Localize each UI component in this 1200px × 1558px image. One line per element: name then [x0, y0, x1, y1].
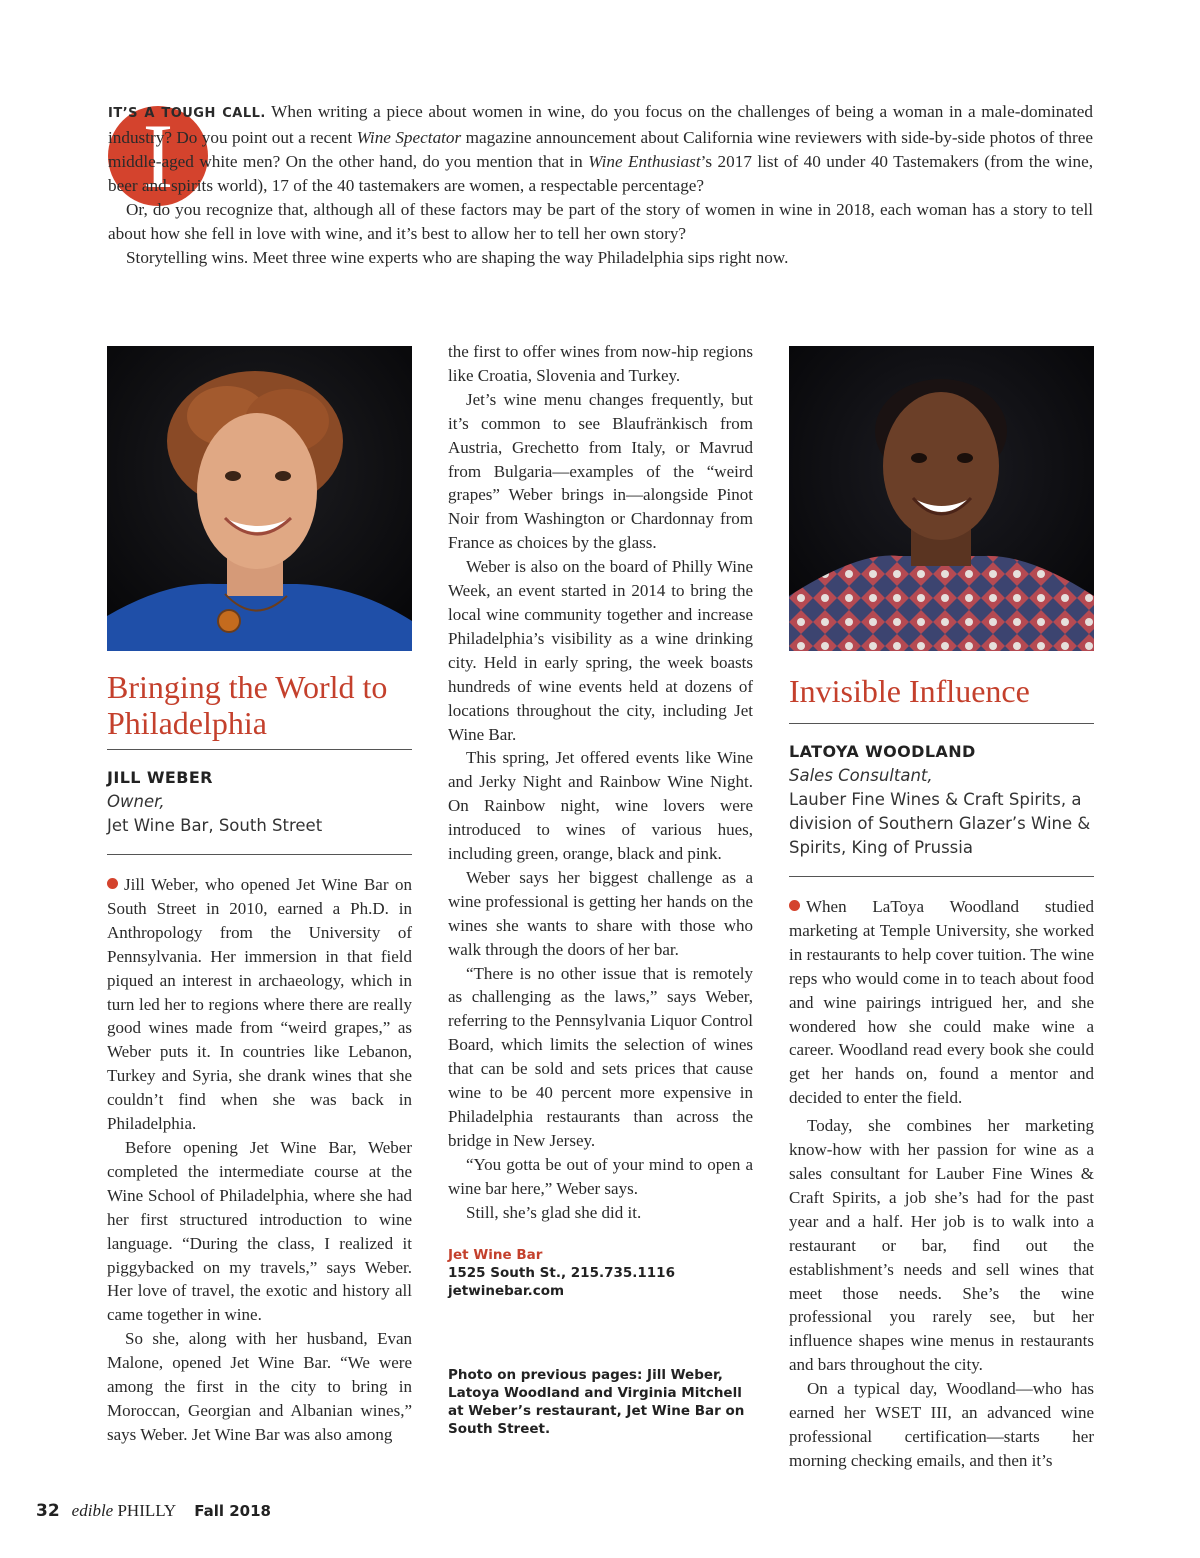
bullet-dot [107, 878, 118, 889]
article-paragraph: Weber is also on the board of Philly Wine Week, an event started in 2014 to bring the local wine community together and increase Philadelphia’s visibility as a wine drinking city. Held in early spring, the week boasts hundreds of wine events held at dozens of locations throughout the city, including Jet Wine Bar. [448, 557, 753, 744]
profile-title-text: Owner, [107, 792, 165, 811]
article-paragraph: “There is no other issue that is remotely as challenging as the laws,” says Weber, referring to the Pennsylvania Liquor Control Board, which limits the selection of wines that can be sold and sets prices that cause wine to be 40 percent more expensive in Philadelphia restaurants than across the bridge in New Jersey. [448, 963, 753, 1150]
intro-text-a: When writing a piece about women in wine, do you focus on the challenges of being a woman in a male-dominated industry? Do you point out a recent [108, 102, 1093, 147]
article-paragraph: “You gotta be out of your mind to open a wine bar here,” Weber says. [448, 1154, 753, 1198]
headline-jill-weber: Bringing the World to Philadelphia [107, 669, 412, 750]
venue-website-link[interactable]: jetwinebar.com [448, 1283, 565, 1299]
profile-name: JILL WEBER [107, 768, 213, 787]
intro-text [108, 100, 1093, 270]
article-paragraph: So she, along with her husband, Evan Malone, opened Jet Wine Bar. “We were among the first in the city to bring in Moroccan, Georgian and Albanian wines,” says Weber. Jet Wine Bar was also among [107, 1329, 412, 1444]
article-paragraph: Still, she’s glad she did it. [466, 1202, 642, 1222]
profile-title [107, 790, 412, 814]
article-paragraph: Jet’s wine menu changes frequently, but it’s common to see Blaufränkisch from Austria, Grechetto from Italy, or Mavrud from Bulgaria—examples of the “weird grapes” Weber brings in—alongside Pinot Noir from Washington or Chardonnay from France as choices by the glass. [448, 389, 753, 553]
portrait-illustration [789, 346, 1094, 651]
page-footer [36, 1501, 271, 1521]
venue-name: Jet Wine Bar [448, 1247, 543, 1263]
headline-latoya-woodland: Invisible Influence [789, 673, 1094, 724]
paragraph-text: Jill Weber, who opened Jet Wine Bar on South Street in 2010, earned a Ph.D. in Anthropology from the University of Pennsylvania. Her immersion in that field piqued an interest in archaeology, which in turn led her to regions where there are really good wines made from “weird grapes,” as Weber puts it. In countries like Lebanon, Turkey and Syria, she drank wines that she couldn’t find when she was back in Philadelphia. [107, 875, 412, 1134]
intro-text-c: ’s 2017 list of 40 under 40 Tastemakers (from the wine, beer and spirits world), 17 of the 40 tastemakers are women, a respectable percentage? [108, 152, 1094, 195]
magazine-name-city: PHILLY [117, 1501, 177, 1520]
venue-address: 1525 South St., 215.735.1116 [448, 1265, 675, 1281]
paragraph-text: When LaToya Woodland studied marketing at Temple University, she worked in restaurants to help cover tuition. The wine reps who would come in to teach about food and wine pairings intrigued her, and she wondered how she could make wine a career. Woodland read every book she could get her hands on, found a mentor and decided to enter the field. [789, 897, 1094, 1108]
bullet-dot [789, 900, 800, 911]
article-paragraph: This spring, Jet offered events like Wine and Jerky Night and Rainbow Wine Night. On Rainbow night, wine lovers were introduced to wines of various hues, including green, orange, black and pink. [448, 748, 753, 864]
intro-magazine-1: Wine Spectator [356, 128, 462, 147]
magazine-name [72, 1501, 177, 1520]
article-paragraph: Today, she combines her marketing know-how with her passion for wine as a sales consultant for Lauber Fine Wines & Craft Spirits, a job she’s had for the past year and a half. Her job is to walk into a restaurant or bar, find out the establishment’s needs and sell wines that meet those needs. She’s the wine professional you rarely see, but her influence shapes wine menus in restaurants and bars throughout the city. [789, 1116, 1094, 1375]
intro-paragraph-2: Or, do you recognize that, although all of these factors may be part of the story of women in wine in 2018, each woman has a story to tell about how she fell in love with wine, and it’s best to allow her to tell her own story? [108, 200, 1093, 243]
intro-paragraph-1 [108, 100, 1093, 198]
profile-business: Jet Wine Bar, South Street [107, 816, 323, 835]
profile-title [789, 764, 1094, 788]
intro-paragraph-3: Storytelling wins. Meet three wine experts who are shaping the way Philadelphia sips right now. [126, 248, 789, 267]
article-paragraph: On a typical day, Woodland—who has earned her WSET III, an advanced wine professional certification—starts her morning checking emails, and then it’s [789, 1379, 1094, 1470]
article-paragraph: the first to offer wines from now-hip regions like Croatia, Slovenia and Turkey. [448, 342, 753, 385]
profile-jill-weber [107, 346, 412, 1447]
profile-latoya-woodland [789, 346, 1094, 1473]
profile-jill-weber-continued [448, 340, 753, 1225]
latoya-woodland-photo [789, 346, 1094, 651]
section-divider [789, 876, 1094, 877]
profile-title-text: Sales Consultant, [789, 766, 933, 785]
jill-weber-photo [107, 346, 412, 651]
intro-text-b: magazine announcement about California wine reviewers with side-by-side photos of three middle-aged white men? On the other hand, do you mention that in [108, 128, 1093, 171]
magazine-name-italic: edible [71, 1501, 114, 1520]
article-paragraph: Weber says her biggest challenge as a wine professional is getting her hands on the wines she wants to share with those who walk through the doors of her bar. [448, 867, 753, 959]
article-paragraph [107, 873, 412, 1136]
venue-info [448, 1246, 675, 1300]
profile-business: Lauber Fine Wines & Craft Spirits, a division of Southern Glazer’s Wine & Spirits, King of Prussia [789, 790, 1091, 857]
article-paragraph: Before opening Jet Wine Bar, Weber completed the intermediate course at the Wine School of Philadelphia, where she had her first structured introduction to wine language. “During the class, I realized it piggybacked on my travels,” says Weber. Her love of travel, the exotic and history all came together in wine. [107, 1137, 412, 1325]
portrait-illustration [107, 346, 412, 651]
drop-cap: I [108, 106, 208, 206]
intro-lead: IT’S A TOUGH CALL. [108, 106, 266, 121]
profile-name: LATOYA WOODLAND [789, 742, 976, 761]
issue-date: Fall 2018 [194, 1502, 271, 1520]
page-number: 32 [36, 1501, 60, 1521]
section-divider [107, 854, 412, 855]
photo-caption: Photo on previous pages: Jill Weber, Latoya Woodland and Virginia Mitchell at Weber’s restaurant, Jet Wine Bar on South Street. [448, 1367, 745, 1437]
article-paragraph [789, 895, 1094, 1110]
intro-magazine-2: Wine Enthusiast [588, 152, 701, 171]
